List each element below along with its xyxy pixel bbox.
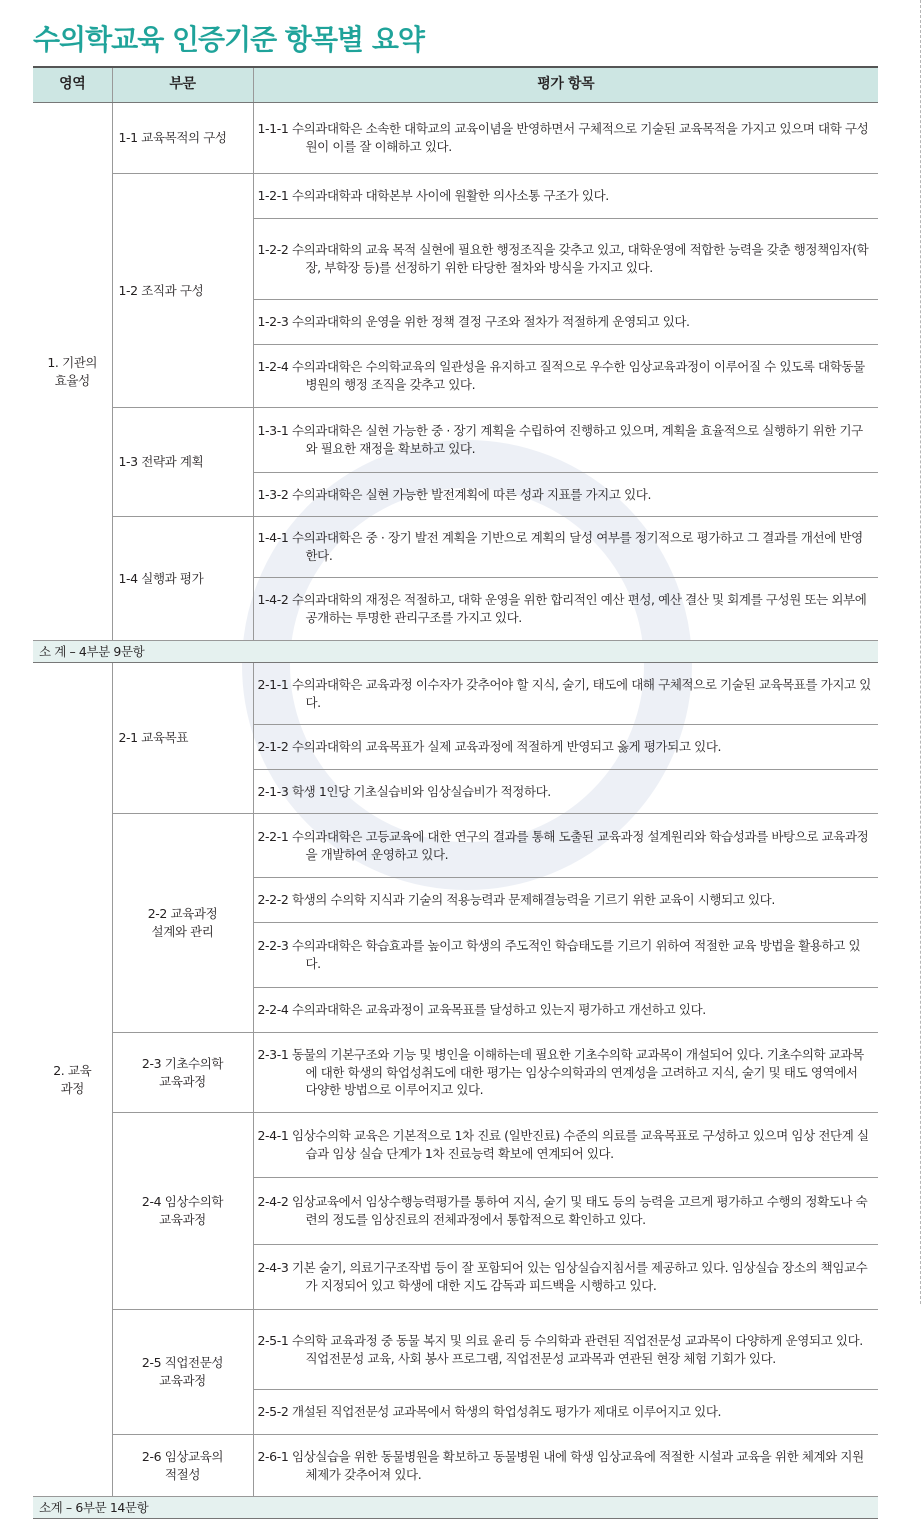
criterion-text: 1-2-4 수의과대학은 수의학교육의 일관성을 유지하고 질적으로 우수한 임상교육과정이 이루어질 수 있도록 대학동물병원의 행정 조직을 갖추고 있다. [257,359,865,392]
criterion-text: 1-2-2 수의과대학의 교육 목적 실현에 필요한 행정조직을 갖추고 있고, 대학운영에 적합한 능력을 갖춘 행정책임자(학장, 부학장 등)를 선정하기 위한 타당한 절차와 방식을 가지고 있다. [257,242,869,275]
criterion-cell [253,578,878,641]
table-row [33,1310,878,1390]
criterion-cell [253,1033,878,1113]
criterion-text: 2-6-1 임상실습을 위한 동물병원을 확보하고 동물병원 내에 학생 임상교육에 적절한 시설과 교육을 위한 체계와 지원체제가 갖추어져 있다. [257,1448,864,1482]
criterion-cell [253,408,878,473]
table-row [33,663,878,725]
table-body [33,103,878,1519]
section-cell: 2-3 기초수의학 교육과정 [112,1033,253,1113]
page-title: 수의학교육 인증기준 항목별 요약 [33,23,424,56]
criterion-cell [253,923,878,988]
table-header-row [33,67,878,103]
criterion-text: 2-3-1 동물의 기본구조와 기능 및 병인을 이해하는데 필요한 기초수의학 교과목이 개설되어 있다. 기초수의학 교과목에 대한 학생의 학업성취도에 대한 평가는 임상수의학과의 연계성을 고려하고 지식, 술기 및 태도 영역에서 다양한 방법으로 이루어지고 있다. [257,1046,864,1098]
criterion-cell [253,1178,878,1245]
criterion-cell [253,1435,878,1497]
criterion-text: 2-1-3 학생 1인당 기초실습비와 임상실습비가 적정하다. [257,783,551,799]
criterion-cell [253,345,878,408]
criterion-text: 1-1-1 수의과대학은 소속한 대학교의 교육이념을 반영하면서 구체적으로 기술된 교육목적을 가지고 있으며 대학 구성원이 이를 잘 이해하고 있다. [257,121,869,154]
criterion-text: 1-2-3 수의과대학의 운영을 위한 정책 결정 구조와 절차가 적절하게 운영되고 있다. [257,314,690,330]
section-cell: 1-4 실행과 평가 [112,517,253,641]
criterion-cell [253,174,878,219]
section-cell: 2-6 임상교육의 적절성 [112,1435,253,1497]
subtotal-row [33,1497,878,1519]
criterion-cell [253,1390,878,1435]
criterion-cell [253,300,878,345]
table-row [33,1033,878,1113]
criterion-text: 2-1-1 수의과대학은 교육과정 이수자가 갖추어야 할 지식, 술기, 태도에 대해 구체적으로 기술된 교육목표를 가지고 있다. [257,676,871,710]
table-row [33,408,878,473]
table-row [33,174,878,219]
criterion-text: 1-3-2 수의과대학은 실현 가능한 발전계획에 따른 성과 지표를 가지고 있다. [257,486,652,502]
criterion-text: 1-3-1 수의과대학은 실현 가능한 중 · 장기 계획을 수립하여 진행하고 있으며, 계획을 효율적으로 실행하기 위한 기구와 필요한 재정을 확보하고 있다. [257,423,863,456]
header-section: 부문 [112,67,253,103]
criterion-cell [253,219,878,300]
table-row [33,1435,878,1497]
criterion-cell [253,814,878,878]
criterion-text: 2-1-2 수의과대학의 교육목표가 실제 교육과정에 적절하게 반영되고 옳게 평가되고 있다. [257,739,722,755]
accreditation-criteria-table [33,66,878,1519]
section-cell: 2-5 직업전문성 교육과정 [112,1310,253,1435]
subtotal-row [33,641,878,663]
criterion-text: 2-2-2 학생의 수의학 지식과 기술의 적용능력과 문제해결능력을 기르기 위한 교육이 시행되고 있다. [257,892,775,908]
criterion-text: 2-2-3 수의과대학은 학습효과를 높이고 학생의 주도적인 학습태도를 기르기 위하여 적절한 교육 방법을 활용하고 있다. [257,938,861,971]
section-cell: 1-2 조직과 구성 [112,174,253,408]
criterion-text: 1-4-1 수의과대학은 중 · 장기 발전 계획을 기반으로 계획의 달성 여부를 정기적으로 평가하고 그 결과를 개선에 반영한다. [257,530,863,563]
header-area: 영역 [33,67,112,103]
criterion-cell [253,1245,878,1310]
subtotal-2: 소계 – 6부문 14문항 [33,1497,878,1519]
table-row [33,517,878,578]
criterion-cell [253,770,878,814]
criterion-cell [253,103,878,174]
section-cell: 2-2 교육과정 설계와 관리 [112,814,253,1033]
criterion-text: 2-2-1 수의과대학은 고등교육에 대한 연구의 결과를 통해 도출된 교육과정 설계원리와 학습성과를 바탕으로 교육과정을 개발하여 운영하고 있다. [257,828,869,862]
area-cell-2: 2. 교육 과정 [33,663,112,1497]
criterion-text: 1-2-1 수의과대학과 대학본부 사이에 원활한 의사소통 구조가 있다. [257,188,609,204]
table-row [33,103,878,174]
criterion-cell [253,878,878,923]
table-row [33,1113,878,1178]
section-cell: 2-1 교육목표 [112,663,253,814]
criterion-text: 2-4-3 기본 술기, 의료기구조작법 등이 잘 포함되어 있는 임상실습지침서를 제공하고 있다. 임상실습 장소의 책임교수가 지정되어 있고 학생에 대한 지도 감독과 피드백을 시행하고 있다. [257,1260,868,1293]
criterion-text: 2-4-1 임상수의학 교육은 기본적으로 1차 진료 (일반진료) 수준의 의료를 교육목표로 구성하고 있으며 임상 전단계 실습과 임상 실습 단계가 1차 진료능력 확보에 연계되어 있다. [257,1128,869,1161]
criterion-text: 1-4-2 수의과대학의 재정은 적절하고, 대학 운영을 위한 합리적인 예산 편성, 예산 결산 및 회계를 구성원 또는 외부에 공개하는 투명한 관리구조를 가지고 있다. [257,592,867,625]
subtotal-1: 소 계 – 4부분 9문항 [33,641,878,663]
criterion-cell [253,1113,878,1178]
criterion-text: 2-5-2 개설된 직업전문성 교과목에서 학생의 학업성취도 평가가 제대로 이루어지고 있다. [257,1404,722,1420]
criterion-cell [253,725,878,770]
criterion-cell [253,517,878,578]
criterion-cell [253,663,878,725]
section-cell: 1-1 교육목적의 구성 [112,103,253,174]
header-criteria: 평가 항목 [253,67,878,103]
criterion-text: 2-2-4 수의과대학은 교육과정이 교육목표를 달성하고 있는지 평가하고 개선하고 있다. [257,1002,706,1018]
section-cell: 1-3 전략과 계획 [112,408,253,517]
criterion-cell [253,1310,878,1390]
table-row [33,814,878,878]
section-cell: 2-4 임상수의학 교육과정 [112,1113,253,1310]
criterion-cell [253,988,878,1033]
area-cell-1: 1. 기관의 효율성 [33,103,112,641]
criterion-cell [253,473,878,517]
page-edge-divider [920,0,921,1304]
criterion-text: 2-5-1 수의학 교육과정 중 동물 복지 및 의료 윤리 등 수의학과 관련된 직업전문성 교과목이 다양하게 운영되고 있다. 직업전문성 교육, 사회 봉사 프로그램, 직업전문성 교과목과 연관된 현장 체험 기회가 있다. [257,1332,863,1366]
criterion-text: 2-4-2 임상교육에서 임상수행능력평가를 통하여 지식, 술기 및 태도 등의 능력을 고르게 평가하고 수행의 정확도나 숙련의 정도를 임상진료의 전체과정에서 통합적으로 확인하고 있다. [257,1194,868,1227]
